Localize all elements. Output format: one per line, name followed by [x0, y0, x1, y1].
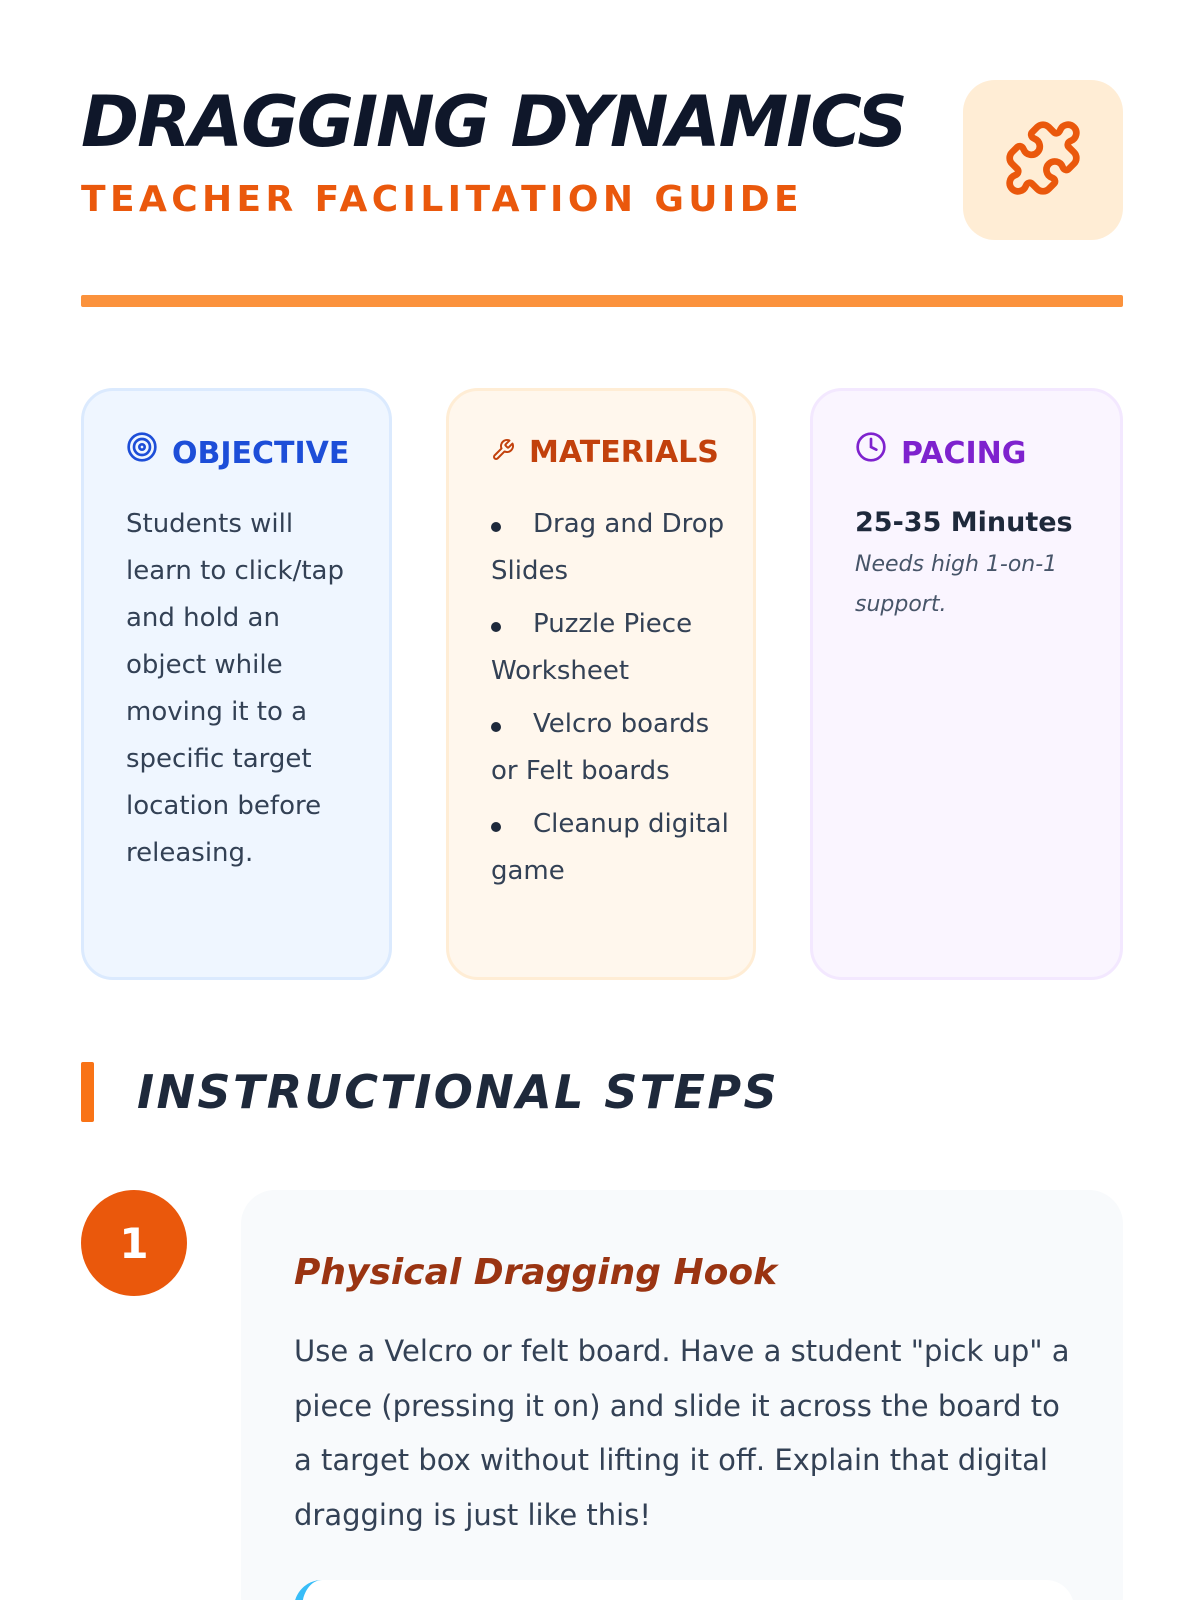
puzzle-icon	[1003, 118, 1083, 202]
list-item: Velcro boards or Felt boards	[491, 701, 731, 795]
objective-text: Students will learn to click/tap and hold an object while moving it to a specific target location before releasing.	[126, 509, 344, 868]
logo-badge	[963, 80, 1123, 240]
page-title: DRAGGING DYNAMICS	[81, 81, 906, 163]
step-title: Physical Dragging Hook	[294, 1252, 778, 1293]
clock-icon	[855, 431, 887, 476]
pacing-heading-label: PACING	[901, 435, 1027, 471]
step-text: Use a Velcro or felt board. Have a student "pick up" a piece (pressing it on) and slide it across the board to a target box without lifting it off. Explain that digital dragging is just like this!	[294, 1334, 1070, 1532]
section-heading	[81, 1062, 779, 1122]
objective-heading-label: OBJECTIVE	[172, 435, 350, 471]
page-header	[81, 80, 1123, 240]
list-item: Cleanup digital game	[491, 801, 731, 895]
page-subtitle: TEACHER FACILITATION GUIDE	[81, 179, 803, 220]
pacing-note: Needs high 1-on-1 support.	[855, 552, 1058, 617]
step-number-badge: 1	[81, 1190, 187, 1296]
materials-heading	[491, 431, 719, 475]
list-item: Puzzle Piece Worksheet	[491, 601, 731, 695]
materials-list	[491, 501, 731, 895]
pacing-card	[810, 388, 1123, 980]
pacing-duration: 25-35 Minutes	[855, 507, 1073, 538]
materials-card	[446, 388, 756, 980]
list-item: Drag and Drop Slides	[491, 501, 731, 595]
step-tip-box	[294, 1580, 1074, 1600]
objective-card	[81, 388, 392, 980]
pacing-heading	[855, 431, 1026, 476]
wrench-icon	[491, 431, 515, 475]
materials-body	[491, 501, 731, 901]
header-divider	[81, 295, 1123, 307]
pacing-body	[855, 501, 1098, 625]
objective-heading	[126, 431, 349, 476]
step-card	[241, 1190, 1123, 1600]
section-accent-bar	[81, 1062, 94, 1122]
section-title: INSTRUCTIONAL STEPS	[137, 1065, 780, 1119]
target-icon	[126, 431, 158, 476]
materials-heading-label: MATERIALS	[529, 435, 719, 470]
